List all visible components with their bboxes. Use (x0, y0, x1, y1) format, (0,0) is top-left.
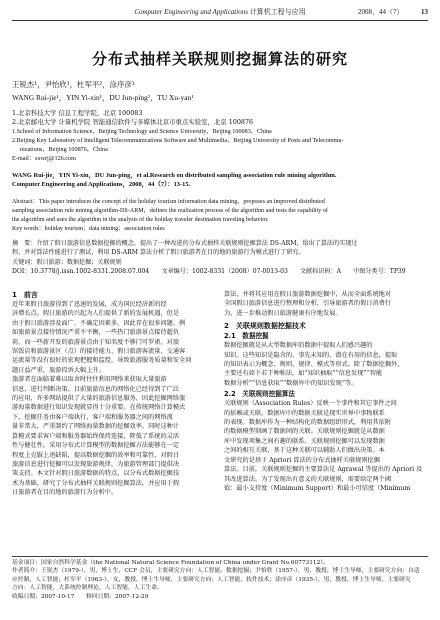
abstract-en (12, 198, 328, 234)
issue-and-page (358, 7, 428, 17)
text-line: 济增长点。假日旅游的兴起为人们提供了新的发展机遇，但是 (12, 310, 180, 318)
text-line: 程度上克服上述缺陷，提高数据挖掘的效率和可靠性，对假日 (12, 451, 180, 459)
intro-body (12, 300, 216, 498)
abstract-en-line: the algorithm and uses the algorithm in the analysis of the holiday traveler destination traveling behavior. (12, 217, 269, 223)
journal-name-cn: 计算机工程与应用 (249, 8, 306, 16)
abstract-en-line: Abstract：This paper introduces the concept of the holiday tourism information data mining，proposes an improved distributed (12, 199, 325, 205)
text-line: 运流量等没有很好的宏观把握和监控，导致旅游服务质量和安全问 (12, 357, 192, 365)
text-line: 为，进一步推动假日旅游健康有序地发展。 (224, 309, 342, 317)
text-line: 策支持。本文针对假日旅游数据的特点，以分布式数据挖掘技 (12, 470, 180, 478)
citation-line: Computer Engineering and Applications，2008，44（7）：13-15. (12, 181, 191, 189)
text-line: 的数据模型刻画了数据间的关联。关联规则挖掘就是从数据 (224, 428, 385, 436)
authors-cn: 王锐杰¹，尹怡欣¹，杜军平²，涂序彦¹ (12, 80, 135, 89)
affiliations (12, 109, 344, 163)
left-column (12, 290, 216, 498)
abstract-en-line: sampling association rule mining algorithm-DS-ARM，defines the realization process of the algorithm and tests the capability of (12, 208, 328, 214)
text-line: 库中发现项集之间有趣的联系。关联规则挖掘可以发现数据 (224, 437, 385, 445)
abstract-cn-line: 摘 要：介绍了假日旅游信息数据挖掘的概念，提出了一种改进的分布式抽样关联规则挖掘算法 DS-ARM，给出了算法的实现过 (12, 240, 358, 247)
text-line: 的知识表示为概念、规则、规律、模式等形式。除了数据挖掘外， (224, 361, 404, 369)
text-line: 馆饭店和旅游景区（点）的接待能力、假日旅游客流量、交通客 (12, 348, 186, 356)
affiliation-line: 1.School of Information Science，Beijing Technology and Science University，Beijing 100083，China (12, 128, 272, 135)
text-line: 术为基础，研究了分布式抽样关联规则挖掘算法，并应用于假 (12, 479, 180, 487)
text-line: 数据分析”“信息获取”“数据库中的知识发现”等。 (224, 379, 358, 387)
text-line: 荷，而一些新开发的旅游景点由于知名度不够门可罗雀。对旅 (12, 338, 180, 346)
text-line: 由于假日旅游涉及面广、不确定因素多，因此存在很多问题。例 (12, 319, 186, 327)
paper-title: 分布式抽样关联规则挖掘算法的研究 (91, 50, 348, 68)
text-line: 全国假日旅游信息进行整理和分析，引导旅游者的假日消费行 (224, 300, 392, 308)
text-line: 近年来假日旅游得到了迅速的发展，成为国民经济新的经 (12, 301, 167, 308)
author-bio: 应控制，人工智能；杜军平（1963-），女，教授，博士生导师，主要研究方向：人工智能，软件技术；涂序彦（1935-），男，教授，博士生导师，主要研究 (12, 576, 411, 583)
right-column (224, 290, 428, 493)
text-line: 日旅游者在目的地的旅游行为分析中。 (12, 489, 118, 497)
text-line: 的应用，许多网站提供了大量的旅游信息服务，因此挖掘网络旅 (12, 395, 186, 403)
text-line: 题日益严重，旅游投诉大幅上升。 (12, 366, 105, 374)
text-line: 旅游者在面临着难以取舍时往往利用网络来获取大量旅游 (12, 376, 167, 384)
section-heading-intro: 1 前言 (12, 291, 38, 299)
affiliation-line: 2.Beijing Key Laboratory of Intelligent Telecommunications Software and Multimedia，Beijing University of Posts and Telecommu- (12, 137, 344, 144)
affiliation-line: nications，Beijing 100876，China (20, 146, 108, 153)
doc-meta: DOI：10.3778/j.issn.1002-8331.2008.07.004 文章编号：1002-8331（2008）07-0013-03 文献标识码：A 中图分类号：TP39 (12, 268, 406, 276)
text-line: 主要还有如下若干种称法，如“知识抽取”“信息发现”“智能 (224, 370, 383, 378)
page-number: 13 (421, 8, 428, 16)
citation-line: WANG Rui-jie，YIN Yi-xin，DU Jun-ping，et al.Research on distributed sampling association rule mining algorithm. (12, 172, 337, 179)
abstract-cn-line: 程，并对算法性能进行了测试，利用 DS-ARM 算法分析了假日旅游者在目的地的旅游行为模式进行了研究。 (12, 249, 305, 257)
email: E-mail：sxwrj@126.com (12, 155, 76, 162)
text-line: 算法，并将其应用在假日旅游数据挖掘中，从而全面系统地对 (224, 291, 392, 298)
section-heading-2: 2 关联规则数据挖掘技术 (224, 322, 306, 331)
text-line: 下，挖掘任务由客户端执行，客户端和服务器之间的网络流 (12, 413, 173, 421)
right-top-body (224, 290, 428, 318)
text-line: 算模式要求客户端和服务器始终保持连接，降低了系统的灵活 (12, 432, 180, 440)
text-line: 游海量数据进行知识发现就显得十分重要。在传统网络计算模式 (12, 404, 186, 412)
text-line: 其改进算法。为了发现出有意义的关联规则，需要给定两个阈 (224, 475, 392, 483)
text-line: 文研究的是基于 Apriori 算法的分布式抽样关联规则挖掘 (224, 456, 380, 464)
keywords-cn: 关键词：假日旅游；数据挖掘；关联规则 (12, 258, 122, 266)
affiliation-line: 2.北京邮电大学 计算机学院 智能通信软件与多媒体北京市重点实验室，北京 100876 (12, 118, 254, 126)
header-rule (12, 20, 428, 21)
text-line: 数据挖掘就是从大型数据库的数据中提取人们感兴趣的 (224, 342, 373, 350)
footnote-rule (12, 556, 428, 557)
received-dates: 收稿日期：2007-10-17 修回日期：2007-12-29 (12, 593, 149, 600)
author-bio: 作者简介：王锐杰（1979-），男，博士生，CCF 会员，主要研究方向：人工智能，数据挖掘；尹怡欣（1957-），男，教授，博士生导师，主要研究方向：自适 (12, 568, 420, 575)
text-line: 量非常大，严重制约了网络海量数据的挖掘效率。同时这种计 (12, 423, 180, 431)
journal-name-en: Computer Engineering and Applications (134, 8, 248, 16)
section-2-2-body (224, 399, 428, 493)
text-line: 关联规则（Association Rules）反映一个事件和其它事件之间 (224, 400, 397, 408)
footnotes (12, 559, 428, 601)
author-bio: 方向：人工智能，大系统控制理论，人工智能，人工生命。 (12, 585, 163, 592)
issue: 2008，44（7） (358, 8, 404, 16)
text-line: 旅游信息进行挖掘可以发现旅游规律，为旅游管理部门提供决 (12, 460, 180, 468)
section-2-1-body (224, 341, 428, 388)
running-header (12, 7, 428, 19)
text-line: 算法。目前，关联规则挖掘的主要算法是 Agrawal 等提出的 Apriori 及 (224, 466, 423, 474)
text-line: 知识。这些知识是隐含的、事先未知的、潜在有用的信息，提取 (224, 351, 398, 359)
text-line: 的表现。数据库作为一种结构化的数据组织形式，利用其依附 (224, 419, 392, 427)
text-line: 如旅游景点接待情况严重不平衡，一些热门旅游景点接待超负 (12, 329, 180, 337)
abstract-cn (12, 239, 406, 277)
section-heading-2-1: 2.1 数据挖掘 (224, 332, 269, 341)
authors-en: WANG Rui-jie¹，YIN Yi-xin¹，DU Jun-ping²，TU Xu-yan¹ (12, 93, 194, 102)
text-line: 信息，进行判断决策。目前旅游信息的网络化已经得到了广泛 (12, 385, 180, 393)
citation (12, 171, 336, 190)
text-line: 之间的相互关联，基于这种关联可以辅助人们做出决策。本 (224, 447, 385, 455)
text-line: 的依赖或关联。数据库中的数据关联是现实世界中事物联系 (224, 409, 385, 417)
text-line: 值：最小支持度（Minimum Support）和最小可信度（Minimum (224, 484, 411, 492)
funding-note: 基金项目：国家自然科学基金（the National Natural Science Foundation of China under Grant No.60773112）。 (12, 560, 329, 566)
section-heading-2-2: 2.2 关联规则挖掘算法 (224, 390, 296, 399)
affiliation-line: 1.北京科技大学 信息工程学院，北京 100083 (12, 109, 143, 117)
keywords-en: Key words：holiday tourism；data mining；association rules (12, 226, 165, 232)
text-line: 性与健壮性。采用分布式计算模型的数据挖掘方法能够在一定 (12, 442, 180, 450)
